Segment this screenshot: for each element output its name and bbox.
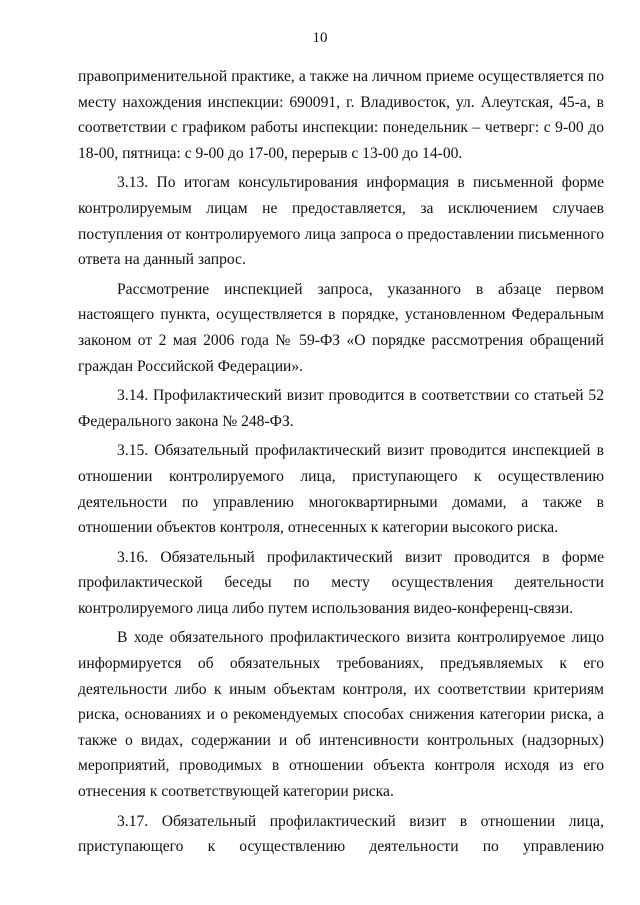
paragraph-consultation-location: правоприменительной практике, а также на личном приеме осуществляется по месту нахождения инспекции: 690091, г. Владивосток, ул. Алеутская, 45-а, в соответствии с графиком работы инспекции: понедельник – четверг: с 9-00 до 18-00, пятница: с 9-00 до 17-00, перерыв с 13-00 до 14-00. xyxy=(78,68,604,162)
paragraph-3-17: 3.17. Обязательный профилактический визит в отношении лица, приступающего к осуществлению деятельности по управлению xyxy=(78,812,604,856)
paragraph-3-14: 3.14. Профилактический визит проводится в соответствии со статьей 52 Федерального закона № 248-ФЗ. xyxy=(78,387,604,430)
paragraph-visit-information: В ходе обязательного профилактического визита контролируемое лицо информируется об обязательных требованиях, предъявляемых к его деятельности либо к иным объектам контроля, их соответствии критериям риска, основаниях и о рекомендуемых способах снижения категории риска, а также о видах, содержании и об интенсивности контрольных (надзорных) мероприятий, проводимых в отношении объекта контроля исходя из его отнесения к соответствующей категории риска. xyxy=(78,629,604,801)
document-body xyxy=(78,64,604,864)
paragraph-3-13: 3.13. По итогам консультирования информация в письменной форме контролируемым лицам не предоставляется, за исключением случаев поступления от контролируемого лица запроса о предоставлении письменного ответа на данный запрос. xyxy=(78,174,604,269)
paragraph-request-review: Рассмотрение инспекцией запроса, указанного в абзаце первом настоящего пункта, осуществляется в порядке, установленном Федеральным законом от 2 мая 2006 года № 59-ФЗ «О порядке рассмотрения обращений граждан Российской Федерации». xyxy=(78,280,604,375)
page-number: 10 xyxy=(312,30,328,46)
paragraph-3-16: 3.16. Обязательный профилактический визит проводится в форме профилактической беседы по месту осуществления деятельности контролируемого лица либо путем использования видео-конференц-связи. xyxy=(78,548,604,617)
paragraph-3-15: 3.15. Обязательный профилактический визит проводится инспекцией в отношении контролируемого лица, приступающего к осуществлению деятельности по управлению многоквартирными домами, а также в отношении объектов контроля, отнесенных к категории высокого риска. xyxy=(78,442,604,537)
